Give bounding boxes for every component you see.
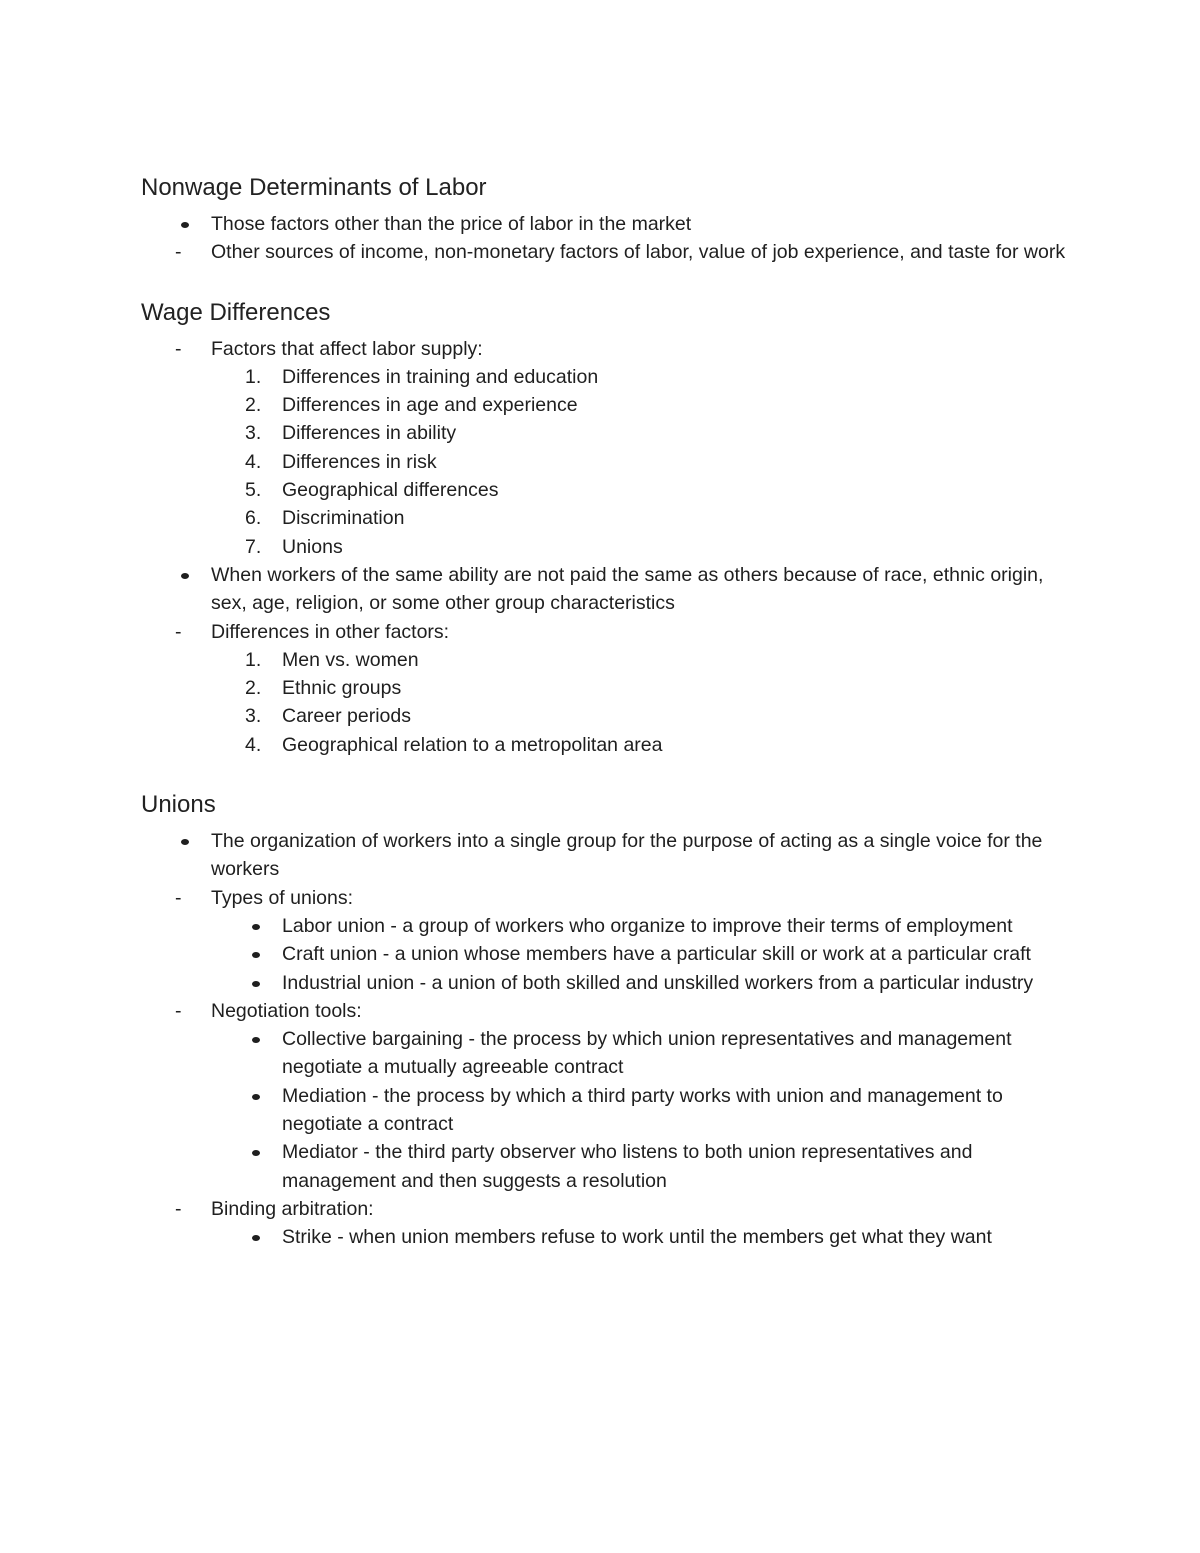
numbered-item [141, 419, 1071, 447]
list-item-text: Collective bargaining - the process by which union representatives and management negotiate a mutually agreeable contract [282, 1028, 1012, 1079]
item-number: 4. [245, 733, 262, 756]
dash-marker: - [175, 337, 182, 360]
bullet-icon [252, 924, 260, 930]
numbered-item [141, 702, 1071, 730]
list-item-text: Geographical relation to a metropolitan area [282, 733, 663, 756]
list-item [141, 1195, 1071, 1223]
list-item [141, 238, 1071, 266]
item-number: 3. [245, 422, 262, 445]
bullet-icon [252, 1094, 260, 1100]
numbered-item [141, 731, 1071, 759]
bullet-icon [181, 839, 189, 845]
list-item-text: Geographical differences [282, 479, 499, 502]
list-item [141, 618, 1071, 646]
dash-marker: - [175, 886, 182, 909]
numbered-item [141, 504, 1071, 532]
bullet-list [141, 827, 1071, 1251]
bullet-icon [252, 952, 260, 958]
item-number: 2. [245, 677, 262, 700]
document-content [141, 172, 1071, 1252]
list-item-text: Industrial union - a union of both skilled and unskilled workers from a particular industry [282, 971, 1034, 994]
numbered-item [141, 476, 1071, 504]
list-item-text: The organization of workers into a single group for the purpose of acting as a single voice for the workers [211, 830, 1043, 881]
dash-marker: - [175, 241, 182, 264]
list-item-text: Labor union - a group of workers who organize to improve their terms of employment [282, 914, 1013, 937]
list-item-text: Differences in risk [282, 450, 437, 473]
dash-marker: - [175, 1197, 182, 1220]
list-item [141, 561, 1071, 618]
section-nonwage-determinants [141, 172, 1071, 267]
list-item-text: Strike - when union members refuse to work until the members get what they want [282, 1226, 992, 1249]
item-number: 4. [245, 450, 262, 473]
list-item-text: Binding arbitration: [211, 1197, 374, 1220]
item-number: 2. [245, 394, 262, 417]
numbered-item [141, 448, 1071, 476]
dash-marker: - [175, 620, 182, 643]
dash-marker: - [175, 999, 182, 1022]
list-item [141, 1138, 1071, 1195]
numbered-item [141, 391, 1071, 419]
list-item [141, 912, 1071, 940]
list-item-text: Those factors other than the price of labor in the market [211, 213, 692, 235]
item-number: 1. [245, 365, 262, 388]
list-item [141, 1025, 1071, 1082]
bullet-icon [252, 1037, 260, 1043]
list-item [141, 1082, 1071, 1139]
numbered-item [141, 533, 1071, 561]
item-number: 1. [245, 648, 262, 671]
section-heading: Unions [141, 791, 216, 819]
bullet-icon [181, 222, 189, 228]
list-item-text: Other sources of income, non-monetary factors of labor, value of job experience, and taste for work [211, 241, 1066, 264]
list-item [141, 827, 1071, 884]
section-wage-differences [141, 297, 1071, 759]
bullet-icon [252, 1150, 260, 1156]
list-item-text: Mediator - the third party observer who listens to both union representatives and management and then suggests a resolution [282, 1141, 973, 1192]
list-item-text: Differences in other factors: [211, 620, 450, 643]
list-item-text: Differences in ability [282, 422, 457, 445]
list-item-text: Career periods [282, 705, 411, 728]
bullet-icon [252, 981, 260, 987]
numbered-item [141, 363, 1071, 391]
bullet-icon [252, 1235, 260, 1241]
list-item [141, 940, 1071, 968]
list-item-text: Differences in training and education [282, 365, 599, 388]
numbered-item [141, 674, 1071, 702]
list-item [141, 335, 1071, 363]
item-number: 3. [245, 705, 262, 728]
list-item-text: Craft union - a union whose members have a particular skill or work at a particular craft [282, 943, 1031, 966]
item-number: 5. [245, 479, 262, 502]
list-item-text: Differences in age and experience [282, 394, 578, 417]
section-unions [141, 789, 1071, 1251]
list-item [141, 997, 1071, 1025]
bullet-icon [181, 573, 189, 579]
list-item-text: When workers of the same ability are not paid the same as others because of race, ethnic origin, sex, age, religion, or some other group characteristics [211, 563, 1044, 615]
list-item-text: Discrimination [282, 507, 405, 530]
list-item-text: Factors that affect labor supply: [211, 337, 483, 360]
item-number: 6. [245, 507, 262, 530]
list-item-text: Men vs. women [282, 648, 419, 671]
list-item [141, 884, 1071, 912]
item-number: 7. [245, 535, 262, 558]
numbered-item [141, 646, 1071, 674]
list-item-text: Types of unions: [211, 886, 354, 909]
list-item-text: Negotiation tools: [211, 999, 362, 1022]
list-item [141, 1223, 1071, 1251]
list-item-text: Unions [282, 535, 343, 558]
bullet-list [141, 335, 1071, 759]
section-heading: Wage Differences [141, 298, 331, 326]
list-item-text: Mediation - the process by which a third party works with union and management to negotiate a contract [282, 1084, 1003, 1136]
list-item [141, 969, 1071, 997]
section-heading: Nonwage Determinants of Labor [141, 174, 487, 201]
list-item [141, 210, 1071, 238]
list-item-text: Ethnic groups [282, 677, 402, 700]
bullet-list [141, 210, 1071, 267]
